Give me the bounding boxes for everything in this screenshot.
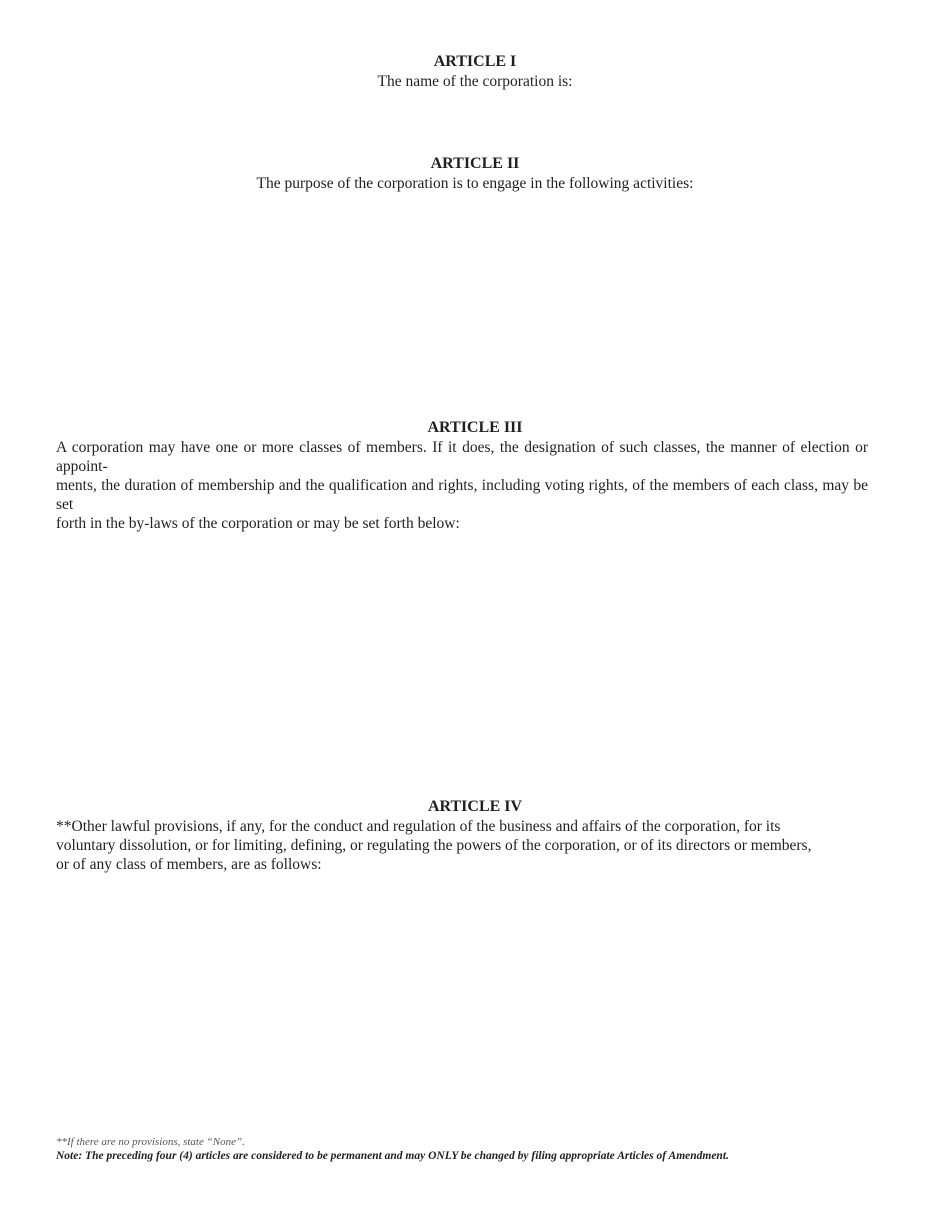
article-1-heading: ARTICLE I [433,53,517,70]
article-4-line: **Other lawful provisions, if any, for the conduct and regulation of the business and affairs of the corporation, for its [56,818,781,835]
article-3-text [56,438,868,533]
article-4-line: or of any class of members, are as follows: [56,856,322,873]
article-4-line: voluntary dissolution, or for limiting, defining, or regulating the powers of the corporation, or of its directors or members, [56,837,812,854]
article-2-text: The purpose of the corporation is to engage in the following activities: [256,175,694,192]
article-2-heading: ARTICLE II [430,155,520,172]
article-1-text: The name of the corporation is: [377,73,573,90]
article-4-heading: ARTICLE IV [427,798,523,815]
article-3-line: A corporation may have one or more classes of members. If it does, the designation of such classes, the manner of election or appoint- [56,439,868,475]
article-3-line: ments, the duration of membership and the qualification and rights, including voting rights, of the members of each class, may be set [56,477,868,513]
footnote-none-instruction: **If there are no provisions, state “None”. [56,1136,245,1148]
article-3-heading: ARTICLE III [427,419,523,436]
footnote-amendment-note: Note: The preceding four (4) articles are considered to be permanent and may ONLY be changed by filing appropriate Articles of Amendment. [56,1150,729,1162]
article-4-text [56,817,812,874]
article-3-line: forth in the by-laws of the corporation or may be set forth below: [56,515,460,532]
